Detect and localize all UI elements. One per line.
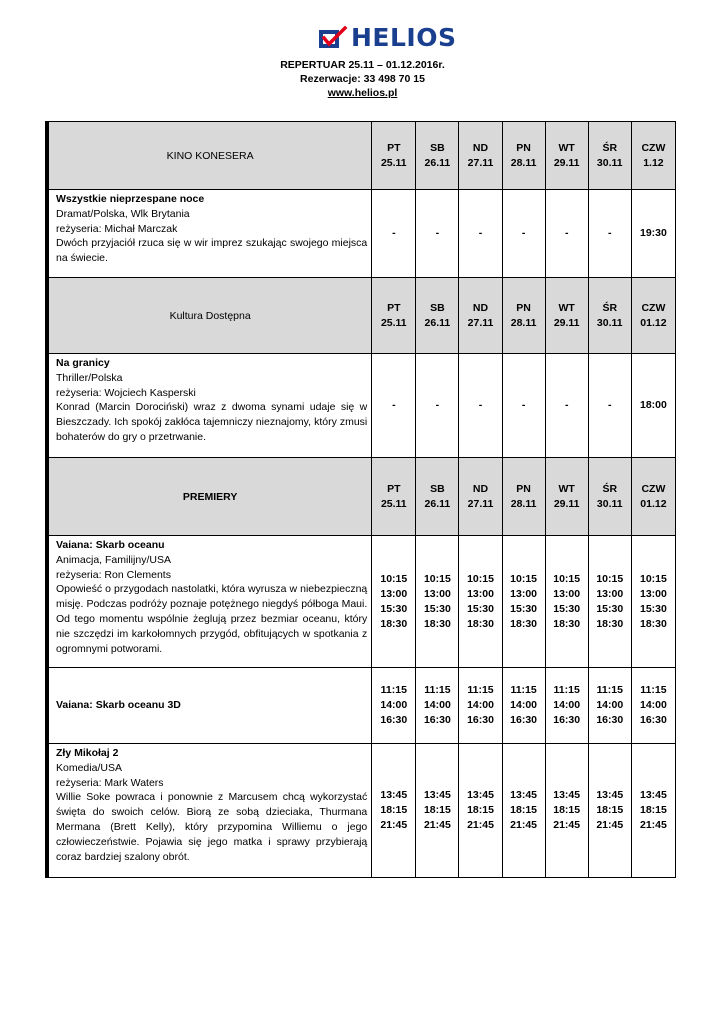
day-date: 30.11 bbox=[596, 316, 623, 329]
day-header bbox=[588, 278, 631, 354]
showtime-cell[interactable]: - bbox=[416, 354, 459, 458]
movie-title: Na granicy bbox=[56, 357, 110, 369]
movie-director: reżyseria: Michał Marczak bbox=[56, 222, 178, 235]
section-header-row bbox=[47, 122, 676, 190]
day-name: WT bbox=[558, 482, 575, 495]
showtime-cell[interactable]: 10:15 13:00 15:30 18:30 bbox=[545, 536, 588, 668]
showtime-cell[interactable]: - bbox=[416, 190, 459, 278]
day-header bbox=[631, 122, 675, 190]
showtime-cell[interactable]: 11:15 14:00 16:30 bbox=[416, 668, 459, 744]
showtime-cell[interactable]: 13:45 18:15 21:45 bbox=[459, 744, 502, 878]
day-header bbox=[416, 122, 459, 190]
showtime-cell[interactable]: 10:15 13:00 15:30 18:30 bbox=[631, 536, 675, 668]
day-date: 1.12 bbox=[643, 156, 664, 169]
day-name: WT bbox=[558, 141, 575, 154]
day-date: 01.12 bbox=[640, 316, 667, 329]
showtime-cell[interactable]: 10:15 13:00 15:30 18:30 bbox=[502, 536, 545, 668]
day-header bbox=[416, 278, 459, 354]
day-header bbox=[416, 458, 459, 536]
showtime-cell[interactable]: 13:45 18:15 21:45 bbox=[588, 744, 631, 878]
movie-description: Dwóch przyjaciół rzuca się w wir imprez szukając swojego miejsca na świecie. bbox=[56, 237, 368, 265]
showtime-cell[interactable]: 10:15 13:00 15:30 18:30 bbox=[416, 536, 459, 668]
movie-row bbox=[47, 190, 676, 278]
day-name: ND bbox=[472, 482, 489, 495]
day-date: 29.11 bbox=[553, 497, 580, 510]
day-header bbox=[372, 122, 416, 190]
day-name: WT bbox=[558, 301, 575, 314]
showtime-cell[interactable]: 18:00 bbox=[631, 354, 675, 458]
day-header bbox=[372, 278, 416, 354]
movie-title: Zły Mikołaj 2 bbox=[56, 747, 119, 759]
showtime-cell[interactable]: 11:15 14:00 16:30 bbox=[372, 668, 416, 744]
day-date: 30.11 bbox=[596, 156, 623, 169]
day-header bbox=[545, 458, 588, 536]
showtime-cell[interactable]: - bbox=[459, 190, 502, 278]
day-date: 26.11 bbox=[424, 156, 451, 169]
day-name: ŚR bbox=[602, 482, 618, 495]
movie-info bbox=[47, 190, 372, 278]
day-date: 25.11 bbox=[380, 156, 407, 169]
day-date: 28.11 bbox=[510, 497, 537, 510]
day-name: CZW bbox=[641, 301, 666, 314]
day-name: SB bbox=[430, 141, 445, 154]
checkmark-logo-icon bbox=[318, 26, 348, 50]
showtime-cell[interactable]: 11:15 14:00 16:30 bbox=[631, 668, 675, 744]
day-name: PN bbox=[516, 141, 531, 154]
day-header bbox=[502, 458, 545, 536]
day-name: SB bbox=[430, 301, 445, 314]
showtime-cell[interactable]: 11:15 14:00 16:30 bbox=[545, 668, 588, 744]
showtime-cell[interactable]: 10:15 13:00 15:30 18:30 bbox=[588, 536, 631, 668]
helios-logo bbox=[318, 24, 457, 52]
showtime-cell[interactable]: 19:30 bbox=[631, 190, 675, 278]
movie-genre: Animacja, Familijny/USA bbox=[56, 553, 171, 566]
showtime-cell[interactable]: 11:15 14:00 16:30 bbox=[502, 668, 545, 744]
day-date: 29.11 bbox=[553, 156, 580, 169]
movie-genre: Dramat/Polska, Wlk Brytania bbox=[56, 207, 190, 220]
day-header bbox=[588, 458, 631, 536]
day-name: ŚR bbox=[602, 141, 618, 154]
day-header bbox=[372, 458, 416, 536]
showtime-cell[interactable]: - bbox=[372, 190, 416, 278]
day-date: 28.11 bbox=[510, 316, 537, 329]
day-name: CZW bbox=[641, 141, 666, 154]
movie-info bbox=[47, 354, 372, 458]
day-date: 27.11 bbox=[467, 497, 494, 510]
day-header bbox=[631, 458, 675, 536]
day-header bbox=[459, 458, 502, 536]
day-name: ŚR bbox=[602, 301, 618, 314]
day-header bbox=[502, 122, 545, 190]
movie-row bbox=[47, 354, 676, 458]
day-name: PT bbox=[387, 482, 401, 495]
day-header bbox=[459, 278, 502, 354]
day-name: ND bbox=[472, 141, 489, 154]
movie-director: reżyseria: Wojciech Kasperski bbox=[56, 386, 196, 399]
section-header-row bbox=[47, 458, 676, 536]
showtime-cell[interactable]: 10:15 13:00 15:30 18:30 bbox=[459, 536, 502, 668]
day-date: 30.11 bbox=[596, 497, 623, 510]
reservation-phone: Rezerwacje: 33 498 70 15 bbox=[300, 73, 425, 85]
movie-description: Willie Soke powraca i ponownie z Marcusem chcą wykorzystać święta do swoich celów. Biorą ze sobą dzieciaka, Thurmana Mermana (Brett Kelly), który przypomina Williemu o jego człowieczeństwie. Pojawia się jego matka i sprawy przybierają coraz bardziej szalony obrót. bbox=[56, 791, 368, 863]
day-header bbox=[545, 122, 588, 190]
day-name: PT bbox=[387, 141, 401, 154]
day-date: 25.11 bbox=[380, 316, 407, 329]
day-date: 29.11 bbox=[553, 316, 580, 329]
movie-director: reżyseria: Ron Clements bbox=[56, 568, 171, 581]
showtime-cell[interactable]: 10:15 13:00 15:30 18:30 bbox=[372, 536, 416, 668]
website-link[interactable]: www.helios.pl bbox=[327, 87, 398, 99]
movie-description: Konrad (Marcin Dorociński) wraz z dwoma synami udaje się w Bieszczady. Ich spokój zakłóca tajemniczy nieznajomy, który zmusi bohaterów do gry o przetrwanie. bbox=[56, 401, 368, 443]
repertoire-table bbox=[45, 121, 676, 878]
day-name: PT bbox=[387, 301, 401, 314]
showtime-cell[interactable]: - bbox=[588, 354, 631, 458]
showtime-cell[interactable]: 11:15 14:00 16:30 bbox=[459, 668, 502, 744]
day-header bbox=[459, 122, 502, 190]
section-title: Kultura Dostępna bbox=[47, 278, 372, 354]
showtime-cell[interactable]: - bbox=[502, 354, 545, 458]
movie-row bbox=[47, 668, 676, 744]
day-name: PN bbox=[516, 301, 531, 314]
showtime-cell[interactable]: 13:45 18:15 21:45 bbox=[502, 744, 545, 878]
day-name: PN bbox=[516, 482, 531, 495]
section-header-row bbox=[47, 278, 676, 354]
showtime-cell[interactable]: 13:45 18:15 21:45 bbox=[545, 744, 588, 878]
showtime-cell[interactable]: - bbox=[545, 354, 588, 458]
movie-info bbox=[47, 536, 372, 668]
repertoire-dates: REPERTUAR 25.11 – 01.12.2016r. bbox=[280, 59, 445, 71]
showtime-cell[interactable]: - bbox=[545, 190, 588, 278]
day-header bbox=[588, 122, 631, 190]
day-name: SB bbox=[430, 482, 445, 495]
movie-genre: Komedia/USA bbox=[56, 761, 122, 774]
day-date: 27.11 bbox=[467, 156, 494, 169]
movie-description: Opowieść o przygodach nastolatki, która wyrusza w niebezpieczną misję. Podczas podróży poznaje potężnego niegdyś półboga Maui. Od tego momentu wspólnie żeglują przez bezmiar oceanu, który nie szczędzi im karkołomnych przygód, obfitujących w spotkania z ogromnymi potworami. bbox=[56, 583, 368, 655]
showtime-cell[interactable]: - bbox=[372, 354, 416, 458]
showtime-cell[interactable]: - bbox=[459, 354, 502, 458]
movie-row bbox=[47, 744, 676, 878]
section-title: PREMIERY bbox=[47, 458, 372, 536]
showtime-cell[interactable]: 11:15 14:00 16:30 bbox=[588, 668, 631, 744]
day-name: CZW bbox=[641, 482, 666, 495]
day-date: 28.11 bbox=[510, 156, 537, 169]
day-name: ND bbox=[472, 301, 489, 314]
day-date: 25.11 bbox=[380, 497, 407, 510]
movie-info bbox=[47, 668, 372, 744]
movie-genre: Thriller/Polska bbox=[56, 371, 123, 384]
showtime-cell[interactable]: 13:45 18:15 21:45 bbox=[416, 744, 459, 878]
day-date: 26.11 bbox=[424, 316, 451, 329]
section-title: KINO KONESERA bbox=[47, 122, 372, 190]
showtime-cell[interactable]: 13:45 18:15 21:45 bbox=[372, 744, 416, 878]
showtime-cell[interactable]: 13:45 18:15 21:45 bbox=[631, 744, 675, 878]
showtime-cell[interactable]: - bbox=[588, 190, 631, 278]
movie-row bbox=[47, 536, 676, 668]
day-header bbox=[502, 278, 545, 354]
day-date: 27.11 bbox=[467, 316, 494, 329]
day-header bbox=[545, 278, 588, 354]
day-date: 01.12 bbox=[640, 497, 667, 510]
day-header bbox=[631, 278, 675, 354]
movie-title: Wszystkie nieprzespane noce bbox=[56, 193, 205, 205]
movie-title: Vaiana: Skarb oceanu bbox=[56, 539, 165, 551]
movie-director: reżyseria: Mark Waters bbox=[56, 776, 164, 789]
day-date: 26.11 bbox=[424, 497, 451, 510]
showtime-cell[interactable]: - bbox=[502, 190, 545, 278]
brand-name: HELIOS bbox=[351, 23, 457, 52]
movie-info bbox=[47, 744, 372, 878]
movie-title: Vaiana: Skarb oceanu 3D bbox=[56, 698, 181, 711]
